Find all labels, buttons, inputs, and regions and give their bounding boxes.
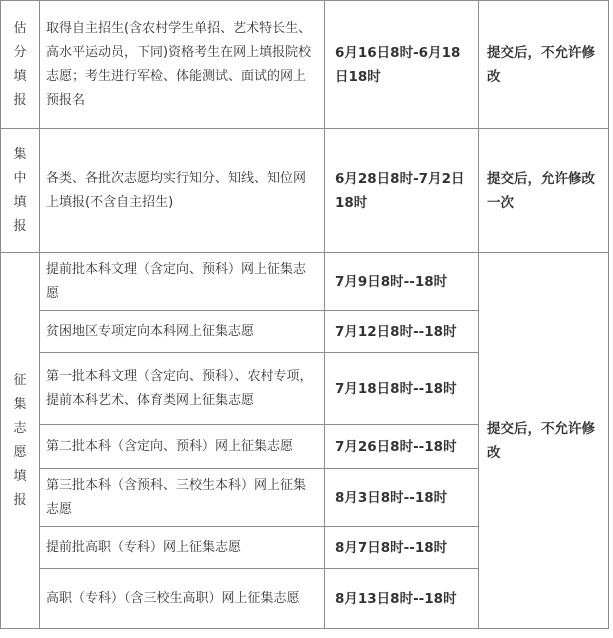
table-row bbox=[1, 1, 609, 129]
phase-cell bbox=[1, 129, 40, 253]
time-cell: 7月12日8时--18时 bbox=[325, 311, 479, 353]
description-cell: 第三批本科（含预科、三校生本科）网上征集志愿 bbox=[40, 469, 325, 527]
phase-char: 愿 bbox=[13, 444, 27, 460]
phase-char: 填 bbox=[13, 194, 27, 210]
phase-char: 志 bbox=[13, 420, 27, 436]
phase-char: 估 bbox=[13, 20, 27, 36]
time-cell: 7月18日8时--18时 bbox=[325, 353, 479, 425]
table-row bbox=[1, 129, 609, 253]
description-cell: 贫困地区专项定向本科网上征集志愿 bbox=[40, 311, 325, 353]
phase-cell bbox=[1, 1, 40, 129]
phase-char: 报 bbox=[13, 492, 27, 508]
phase-char: 填 bbox=[13, 468, 27, 484]
table-row bbox=[1, 253, 609, 311]
description-cell: 高职（专科）（含三校生高职）网上征集志愿 bbox=[40, 569, 325, 629]
phase-char: 填 bbox=[13, 68, 27, 84]
phase-char: 集 bbox=[13, 146, 27, 162]
time-cell: 6月28日8时-7月2日18时 bbox=[325, 129, 479, 253]
time-cell: 7月26日8时--18时 bbox=[325, 425, 479, 469]
time-cell: 8月13日8时--18时 bbox=[325, 569, 479, 629]
note-cell: 提交后，不允许修改 bbox=[479, 253, 609, 629]
description-cell: 提前批高职（专科）网上征集志愿 bbox=[40, 527, 325, 569]
description-cell: 第二批本科（含定向、预科）网上征集志愿 bbox=[40, 425, 325, 469]
time-cell: 8月3日8时--18时 bbox=[325, 469, 479, 527]
phase-char: 征 bbox=[13, 372, 27, 388]
description-cell: 各类、各批次志愿均实行知分、知线、知位网上填报(不含自主招生) bbox=[40, 129, 325, 253]
phase-char: 集 bbox=[13, 396, 27, 412]
time-cell: 6月16日8时-6月18日18时 bbox=[325, 1, 479, 129]
phase-cell bbox=[1, 253, 40, 629]
note-cell: 提交后，允许修改一次 bbox=[479, 129, 609, 253]
time-cell: 8月7日8时--18时 bbox=[325, 527, 479, 569]
phase-char: 中 bbox=[13, 170, 27, 186]
description-cell: 取得自主招生(含农村学生单招、艺术特长生、高水平运动员，下同)资格考生在网上填报院校志愿；考生进行军检、体能测试、面试的网上预报名 bbox=[40, 1, 325, 129]
phase-char: 分 bbox=[13, 44, 27, 60]
description-cell: 第一批本科文理（含定向、预科）、农村专项，提前本科艺术、体育类网上征集志愿 bbox=[40, 353, 325, 425]
note-cell: 提交后，不允许修改 bbox=[479, 1, 609, 129]
phase-char: 报 bbox=[13, 92, 27, 108]
phase-char: 报 bbox=[13, 218, 27, 234]
time-cell: 7月9日8时--18时 bbox=[325, 253, 479, 311]
description-cell: 提前批本科文理（含定向、预科）网上征集志愿 bbox=[40, 253, 325, 311]
